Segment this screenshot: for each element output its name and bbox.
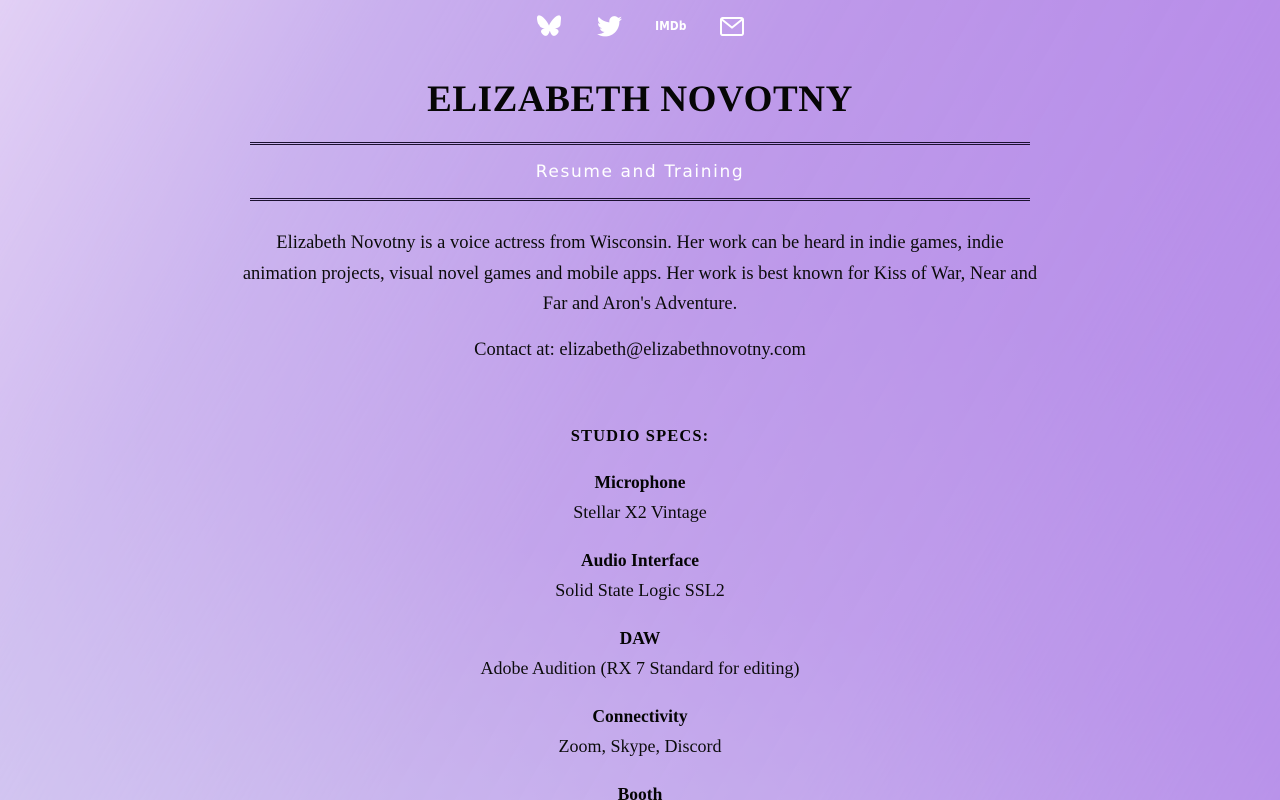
spec-label: Connectivity: [592, 706, 688, 726]
spec-value: Adobe Audition (RX 7 Standard for editing): [480, 658, 800, 678]
spec-value: Solid State Logic SSL2: [555, 580, 725, 600]
spec-label: Microphone: [594, 472, 686, 492]
studio-specs-heading: STUDIO SPECS:: [570, 426, 710, 445]
spec-item-microphone: [240, 469, 1040, 525]
social-link-twitter[interactable]: [593, 9, 627, 43]
spec-item-daw: [240, 625, 1040, 681]
page-subtitle: Resume and Training: [535, 162, 745, 182]
social-link-bluesky[interactable]: [532, 9, 566, 43]
spec-item-booth: [240, 781, 1040, 800]
spec-item-audio-interface: [240, 547, 1040, 603]
social-link-imdb[interactable]: [654, 9, 688, 43]
twitter-bird-icon: [597, 16, 622, 37]
page-title: ELIZABETH NOVOTNY: [427, 79, 853, 120]
spec-label: Audio Interface: [580, 550, 700, 570]
spec-item-connectivity: [240, 703, 1040, 759]
spec-value: Stellar X2 Vintage: [573, 502, 707, 522]
social-links-row: [0, 0, 1280, 52]
contact-line: Contact at: elizabeth@elizabethnovotny.com: [474, 340, 806, 360]
subtitle-band: [250, 142, 1030, 201]
envelope-icon: [720, 17, 744, 36]
butterfly-icon: [537, 15, 561, 37]
imdb-icon: IMDb: [654, 19, 687, 33]
spec-value: Zoom, Skype, Discord: [558, 736, 722, 756]
studio-specs-section: [240, 425, 1040, 800]
spec-label: Booth: [617, 784, 663, 800]
social-link-email[interactable]: [715, 9, 749, 43]
bio-paragraph: Elizabeth Novotny is a voice actress from Wisconsin. Her work can be heard in indie games, indie animation projects, visual novel games and mobile apps. Her work is best known for Kiss of War, Near and Far and Aron's Adventure.: [242, 233, 1038, 314]
spec-label: DAW: [619, 628, 661, 648]
